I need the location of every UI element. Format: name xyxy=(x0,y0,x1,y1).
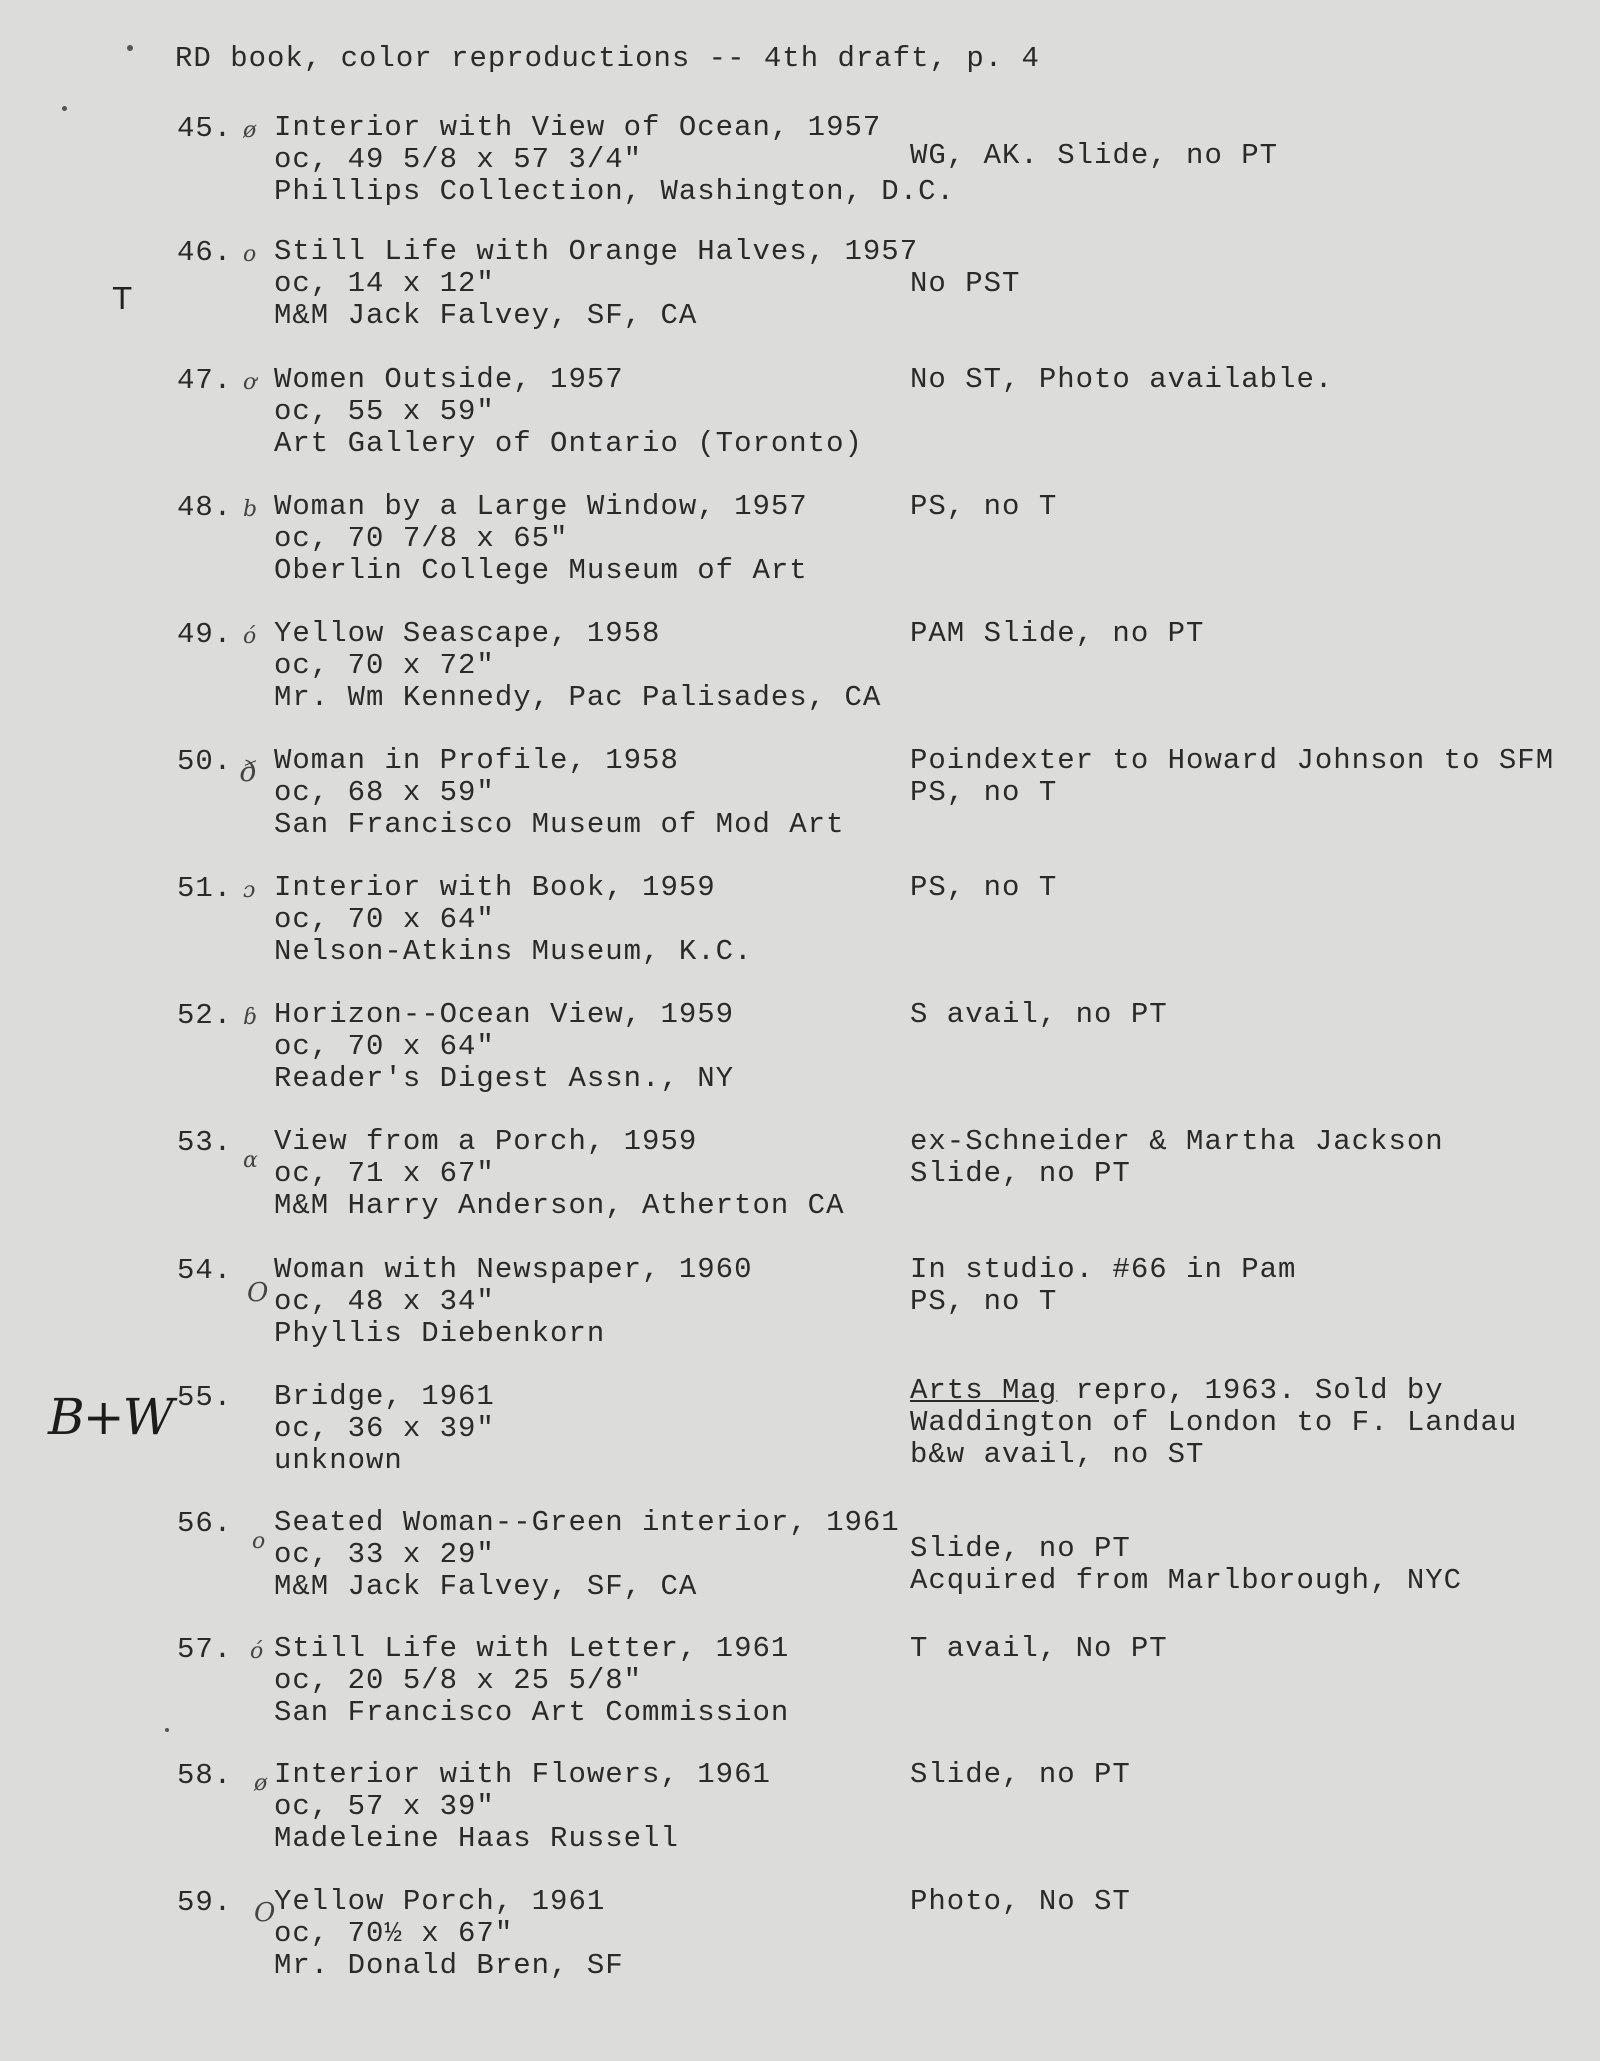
entry-medium: oc, 70½ x 67" xyxy=(274,1917,514,1950)
check-mark: ɓ xyxy=(243,1005,258,1030)
entry-title: Bridge, 1961 xyxy=(274,1380,495,1413)
entry-note: S avail, no PT xyxy=(910,998,1168,1031)
catalog-entry xyxy=(0,112,1600,232)
page-header: RD book, color reproductions -- 4th draft, p. 4 xyxy=(175,42,1040,75)
entry-owner: San Francisco Art Commission xyxy=(274,1696,790,1729)
entry-note: PS, no T xyxy=(910,1285,1058,1318)
entry-number: 46. xyxy=(177,236,233,269)
entry-title: Interior with Flowers, 1961 xyxy=(274,1758,771,1791)
catalog-entry xyxy=(0,872,1600,992)
entry-owner: Mr. Donald Bren, SF xyxy=(274,1949,624,1982)
catalog-entry xyxy=(0,1507,1600,1627)
entry-medium: oc, 14 x 12" xyxy=(274,267,495,300)
entry-note: No PST xyxy=(910,267,1021,300)
entry-note: Slide, no PT xyxy=(910,1758,1131,1791)
entry-owner: Phillips Collection, Washington, D.C. xyxy=(274,175,955,208)
entry-number: 48. xyxy=(177,491,233,524)
underlined-publication: Arts Mag xyxy=(910,1374,1058,1407)
check-mark: O xyxy=(254,1898,276,1928)
entry-title: Yellow Seascape, 1958 xyxy=(274,617,661,650)
entry-title: Still Life with Orange Halves, 1957 xyxy=(274,235,919,268)
catalog-entry xyxy=(0,1254,1600,1374)
catalog-entry xyxy=(0,999,1600,1119)
catalog-entry xyxy=(0,1886,1600,2006)
entry-title: Woman in Profile, 1958 xyxy=(274,744,679,777)
entry-medium: oc, 70 x 64" xyxy=(274,1030,495,1063)
entry-medium: oc, 49 5/8 x 57 3/4" xyxy=(274,143,643,176)
catalog-entry xyxy=(0,618,1600,738)
check-mark: ɔ xyxy=(243,878,256,903)
entry-note: No ST, Photo available. xyxy=(910,363,1334,396)
entry-title: Woman by a Large Window, 1957 xyxy=(274,490,808,523)
check-mark: ð xyxy=(240,755,257,788)
entry-owner: Art Gallery of Ontario (Toronto) xyxy=(274,427,863,460)
entry-note: T avail, No PT xyxy=(910,1632,1168,1665)
catalog-entry xyxy=(0,236,1600,356)
entry-number: 51. xyxy=(177,872,233,905)
entry-number: 50. xyxy=(177,745,233,778)
entry-medium: oc, 33 x 29" xyxy=(274,1538,495,1571)
entry-medium: oc, 48 x 34" xyxy=(274,1285,495,1318)
entry-title: Women Outside, 1957 xyxy=(274,363,624,396)
entry-title: Still Life with Letter, 1961 xyxy=(274,1632,790,1665)
catalog-entry xyxy=(0,1633,1600,1753)
entry-medium: oc, 20 5/8 x 25 5/8" xyxy=(274,1664,643,1697)
entry-owner: M&M Jack Falvey, SF, CA xyxy=(274,299,698,332)
check-mark: ó xyxy=(243,624,257,649)
entry-title: Seated Woman--Green interior, 1961 xyxy=(274,1506,900,1539)
ink-speck xyxy=(62,106,67,111)
entry-note: b&w avail, no ST xyxy=(910,1438,1205,1471)
entry-number: 52. xyxy=(177,999,233,1032)
catalog-entry xyxy=(0,491,1600,611)
check-mark: ø xyxy=(243,118,257,143)
check-mark: ø xyxy=(254,1771,268,1796)
entry-owner: Mr. Wm Kennedy, Pac Palisades, CA xyxy=(274,681,882,714)
entry-note xyxy=(910,1375,1517,1407)
check-mark: b xyxy=(243,497,258,522)
catalog-entry xyxy=(0,1126,1600,1246)
entry-owner: Madeleine Haas Russell xyxy=(274,1822,679,1855)
entry-medium: oc, 68 x 59" xyxy=(274,776,495,809)
entry-note: PS, no T xyxy=(910,776,1058,809)
entry-title: Woman with Newspaper, 1960 xyxy=(274,1253,753,1286)
entry-owner: Nelson-Atkins Museum, K.C. xyxy=(274,935,753,968)
entry-owner: Reader's Digest Assn., NY xyxy=(274,1062,735,1095)
entry-note: WG, AK. Slide, no PT xyxy=(910,139,1279,172)
handwritten-t-mark: T xyxy=(113,282,132,317)
entry-medium: oc, 70 x 64" xyxy=(274,903,495,936)
entry-number: 56. xyxy=(177,1507,233,1540)
check-mark: o xyxy=(243,242,257,267)
entry-medium: oc, 71 x 67" xyxy=(274,1157,495,1190)
check-mark: o xyxy=(252,1529,266,1554)
entry-owner: unknown xyxy=(274,1444,403,1477)
entry-number: 55. xyxy=(177,1381,233,1414)
entry-note: Poindexter to Howard Johnson to SFM xyxy=(910,744,1555,777)
entry-title: Interior with View of Ocean, 1957 xyxy=(274,111,882,144)
catalog-entry xyxy=(0,745,1600,865)
entry-title: Horizon--Ocean View, 1959 xyxy=(274,998,735,1031)
entry-note-text: repro, 1963. Sold by xyxy=(1057,1374,1444,1407)
entry-owner: San Francisco Museum of Mod Art xyxy=(274,808,845,841)
check-mark: O xyxy=(247,1278,269,1308)
entry-note: PAM Slide, no PT xyxy=(910,617,1205,650)
entry-number: 58. xyxy=(177,1759,233,1792)
ink-speck xyxy=(127,45,133,51)
handwritten-bw-mark: B+W xyxy=(48,1388,173,1446)
entry-number: 54. xyxy=(177,1254,233,1287)
entry-number: 57. xyxy=(177,1633,233,1666)
entry-number: 49. xyxy=(177,618,233,651)
entry-note: ex-Schneider & Martha Jackson xyxy=(910,1125,1444,1158)
entry-medium: oc, 36 x 39" xyxy=(274,1412,495,1445)
entry-number: 45. xyxy=(177,112,233,145)
entry-title: Interior with Book, 1959 xyxy=(274,871,716,904)
entry-owner: Phyllis Diebenkorn xyxy=(274,1317,606,1350)
entry-note: Slide, no PT xyxy=(910,1157,1131,1190)
entry-medium: oc, 57 x 39" xyxy=(274,1790,495,1823)
entry-note: Slide, no PT xyxy=(910,1532,1131,1565)
entry-note: Photo, No ST xyxy=(910,1885,1131,1918)
entry-title: View from a Porch, 1959 xyxy=(274,1125,698,1158)
entry-note: Acquired from Marlborough, NYC xyxy=(910,1564,1463,1597)
entry-number: 59. xyxy=(177,1886,233,1919)
entry-medium: oc, 70 x 72" xyxy=(274,649,495,682)
entry-owner: Oberlin College Museum of Art xyxy=(274,554,808,587)
catalog-entry xyxy=(0,1374,1600,1501)
entry-number: 47. xyxy=(177,364,233,397)
catalog-entry xyxy=(0,1759,1600,1879)
entry-title: Yellow Porch, 1961 xyxy=(274,1885,606,1918)
entry-note: In studio. #66 in Pam xyxy=(910,1253,1297,1286)
entry-note: PS, no T xyxy=(910,871,1058,904)
entry-medium: oc, 70 7/8 x 65" xyxy=(274,522,569,555)
entry-owner: M&M Harry Anderson, Atherton CA xyxy=(274,1189,845,1222)
entry-owner: M&M Jack Falvey, SF, CA xyxy=(274,1570,698,1603)
catalog-entry xyxy=(0,364,1600,484)
entry-medium: oc, 55 x 59" xyxy=(274,395,495,428)
check-mark: ɑ xyxy=(243,1148,258,1173)
entry-note: PS, no T xyxy=(910,490,1058,523)
entry-note: Waddington of London to F. Landau xyxy=(910,1406,1518,1439)
entry-number: 53. xyxy=(177,1126,233,1159)
check-mark: ó xyxy=(250,1639,264,1664)
check-mark: ơ xyxy=(243,370,257,395)
